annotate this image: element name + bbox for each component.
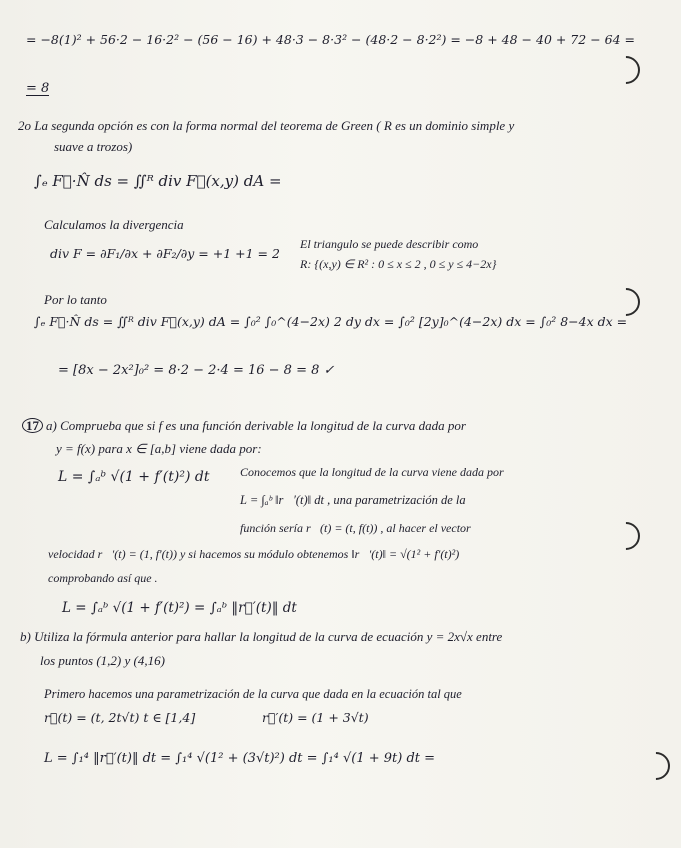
line-8: El triangulo se puede describir como [300, 237, 479, 251]
binder-hole-bottom [636, 746, 676, 786]
line-6: Calculamos la divergencia [44, 217, 184, 232]
line-19: velocidad r⃗′(t) = (1, f′(t)) y si hacemos su módulo obtenemos ‖r⃗′(t)‖ = √(1² + f′(t)²) [48, 547, 460, 561]
exercise-number: 17 [22, 418, 43, 433]
line-24: Primero hacemos una parametrización de la curva que dada en la ecuación tal que [44, 687, 462, 701]
line-14: y = f(x) para x ∈ [a,b] viene dada por: [56, 441, 262, 456]
line-27: L = ∫₁⁴ ‖r⃗′(t)‖ dt = ∫₁⁴ √(1² + (3√t)²) dt = ∫₁⁴ √(1 + 9t) dt = [44, 751, 436, 766]
line-10: Por lo tanto [44, 292, 107, 307]
line-17: L = ∫ₐᵇ ‖r⃗′(t)‖ dt , una parametrización de la [240, 493, 466, 507]
line-22: b) Utiliza la fórmula anterior para hallar la longitud de la curva de ecuación y = 2x√x entre [20, 629, 503, 644]
line-18: función sería r⃗(t) = (t, f(t)) , al hacer el vector [240, 521, 471, 535]
line-16: Conocemos que la longitud de la curva viene dada por [240, 465, 504, 479]
line-1: = −8(1)² + 56·2 − 16·2² − (56 − 16) + 48·3 − 8·3² − (48·2 − 8·2²) = −8 + 48 − 40 + 72 − 64 = [26, 32, 635, 47]
line-21: L = ∫ₐᵇ √(1 + f′(t)²) = ∫ₐᵇ ‖r⃗′(t)‖ dt [62, 600, 297, 616]
line-2: = 8 [26, 81, 50, 96]
line-15: L = ∫ₐᵇ √(1 + f′(t)²) dt [58, 469, 210, 485]
line-13-text: a) Comprueba que si f es una función derivable la longitud de la curva dada por [46, 418, 466, 433]
line-3: 2o La segunda opción es con la forma normal del teorema de Green ( R es un dominio simple y [18, 118, 515, 133]
binder-hole-lower [606, 516, 646, 556]
line-7: div F = ∂F₁/∂x + ∂F₂/∂y = +1 +1 = 2 [50, 246, 280, 261]
line-4: suave a trozos) [54, 139, 133, 154]
line-9: R: {(x,y) ∈ R² : 0 ≤ x ≤ 2 , 0 ≤ y ≤ 4−2x} [300, 257, 497, 271]
line-12: = [8x − 2x²]₀² = 8·2 − 2·4 = 16 − 8 = 8 ✓ [58, 363, 335, 378]
line-13 [22, 418, 466, 433]
line-25: r⃗(t) = (t, 2t√t) t ∈ [1,4] [44, 710, 196, 725]
line-26: r⃗′(t) = (1 + 3√t) [262, 710, 369, 725]
binder-hole-top [606, 50, 646, 90]
line-5: ∫ₑ F⃗·N̂ ds = ∬ᴿ div F⃗(x,y) dA = [34, 172, 282, 190]
line-11: ∫ₑ F⃗·N̂ ds = ∬ᴿ div F⃗(x,y) dA = ∫₀² ∫₀^(4−2x) 2 dy dx = ∫₀² [2y]₀^(4−2x) dx = ∫₀² 8−4x dx = [34, 314, 628, 329]
line-23: los puntos (1,2) y (4,16) [40, 653, 165, 668]
line-20: comprobando así que . [48, 571, 158, 585]
